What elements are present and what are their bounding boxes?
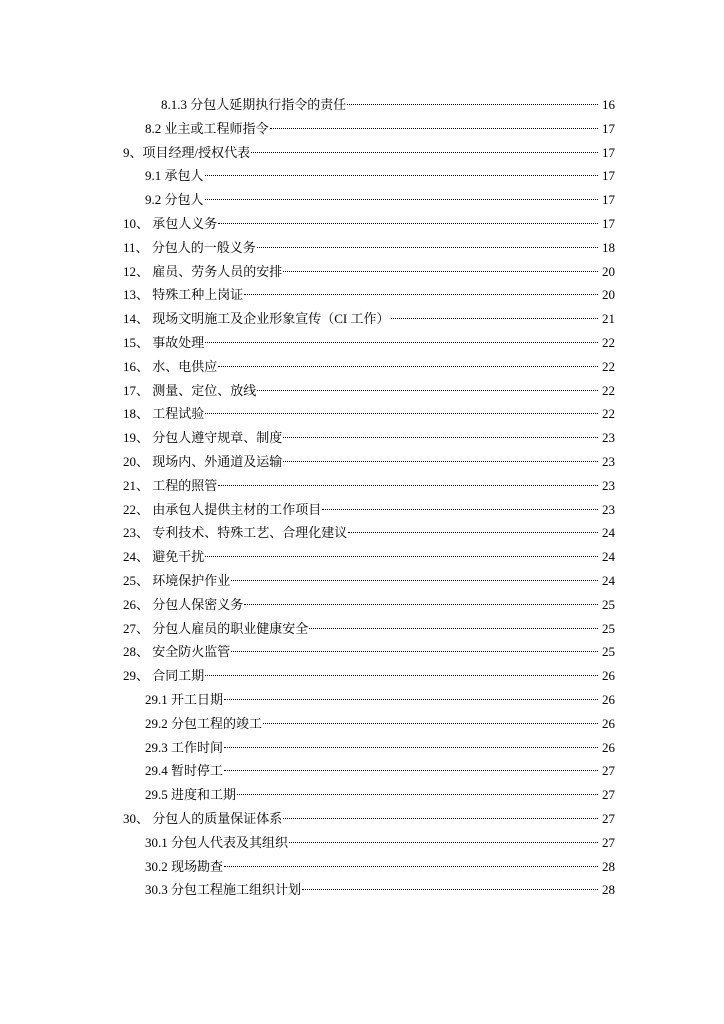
toc-entry-page: 27 [602, 763, 615, 779]
toc-entry[interactable] [123, 307, 615, 331]
toc-entry[interactable] [123, 521, 615, 545]
toc-entry-page: 22 [602, 406, 615, 422]
table-of-contents [0, 93, 724, 902]
toc-entry-page: 17 [602, 215, 615, 231]
toc-entry-title: 9、项目经理/授权代表 [123, 144, 251, 160]
toc-leader-dots [205, 342, 598, 343]
toc-entry-page: 25 [602, 620, 615, 636]
toc-entry[interactable] [123, 593, 615, 617]
toc-leader-dots [231, 651, 598, 652]
toc-entry[interactable] [161, 93, 615, 117]
toc-entry-title: 29.3 工作时间 [145, 739, 224, 755]
toc-leader-dots [251, 152, 598, 153]
toc-entry-title: 29.4 暂时停工 [145, 763, 224, 779]
toc-entry-title: 13、 特殊工种上岗证 [123, 287, 244, 303]
toc-entry[interactable] [145, 783, 615, 807]
toc-entry-page: 25 [602, 644, 615, 660]
toc-entry[interactable] [123, 640, 615, 664]
toc-leader-dots [257, 247, 598, 248]
toc-entry[interactable] [123, 260, 615, 284]
toc-leader-dots [205, 413, 598, 414]
toc-entry[interactable] [145, 188, 615, 212]
toc-leader-dots [224, 699, 598, 700]
toc-entry-page: 27 [602, 810, 615, 826]
toc-leader-dots [391, 318, 598, 319]
toc-entry-page: 27 [602, 834, 615, 850]
toc-leader-dots [283, 461, 598, 462]
toc-entry-page: 25 [602, 596, 615, 612]
toc-entry[interactable] [123, 426, 615, 450]
toc-entry[interactable] [123, 807, 615, 831]
toc-entry-page: 28 [602, 858, 615, 874]
toc-leader-dots [205, 675, 598, 676]
toc-entry-title: 23、 专利技术、特殊工艺、合理化建议 [123, 525, 348, 541]
toc-entry[interactable] [123, 450, 615, 474]
toc-entry-title: 12、 雇员、劳务人员的安排 [123, 263, 283, 279]
toc-entry[interactable] [123, 474, 615, 498]
toc-entry[interactable] [145, 164, 615, 188]
toc-entry[interactable] [123, 569, 615, 593]
toc-entry[interactable] [123, 283, 615, 307]
toc-leader-dots [309, 628, 598, 629]
toc-leader-dots [289, 842, 598, 843]
toc-entry-page: 23 [602, 453, 615, 469]
toc-leader-dots [205, 175, 598, 176]
toc-entry-page: 20 [602, 287, 615, 303]
toc-entry-title: 30.2 现场勘查 [145, 858, 224, 874]
toc-entry-page: 22 [602, 334, 615, 350]
toc-entry-title: 22、 由承包人提供主材的工作项目 [123, 501, 322, 517]
toc-entry-page: 17 [602, 168, 615, 184]
toc-leader-dots [263, 723, 598, 724]
toc-leader-dots [283, 818, 598, 819]
toc-entry-title: 9.2 分包人 [145, 192, 204, 208]
toc-entry[interactable] [145, 736, 615, 760]
toc-leader-dots [244, 294, 598, 295]
toc-leader-dots [244, 604, 598, 605]
toc-entry-page: 23 [602, 477, 615, 493]
toc-entry[interactable] [145, 117, 615, 141]
toc-entry-page: 28 [602, 882, 615, 898]
toc-leader-dots [348, 532, 598, 533]
toc-entry-page: 16 [602, 97, 615, 112]
toc-entry-title: 26、 分包人保密义务 [123, 596, 244, 612]
toc-leader-dots [218, 223, 598, 224]
toc-entry-title: 14、 现场文明施工及企业形象宣传（CI 工作） [123, 311, 390, 327]
toc-leader-dots [283, 437, 598, 438]
toc-leader-dots [218, 366, 598, 367]
toc-entry[interactable] [123, 545, 615, 569]
toc-entry-page: 17 [602, 192, 615, 208]
toc-entry-title: 29、 合同工期 [123, 668, 205, 684]
toc-leader-dots [224, 747, 598, 748]
toc-entry[interactable] [145, 712, 615, 736]
toc-entry[interactable] [145, 759, 615, 783]
toc-entry-page: 26 [602, 739, 615, 755]
toc-entry-title: 16、 水、电供应 [123, 358, 218, 374]
toc-leader-dots [218, 485, 598, 486]
toc-leader-dots [257, 390, 598, 391]
toc-entry-page: 23 [602, 501, 615, 517]
toc-entry-page: 21 [602, 311, 615, 327]
toc-entry[interactable] [123, 236, 615, 260]
toc-leader-dots [302, 889, 598, 890]
toc-entry-title: 17、 测量、定位、放线 [123, 382, 257, 398]
toc-entry-title: 19、 分包人遵守规章、制度 [123, 430, 283, 446]
toc-leader-dots [205, 199, 598, 200]
toc-entry-page: 24 [602, 572, 615, 588]
toc-entry-page: 27 [602, 787, 615, 803]
toc-leader-dots [237, 794, 598, 795]
toc-entry-page: 26 [602, 691, 615, 707]
toc-entry-title: 8.1.3 分包人延期执行指令的责任 [161, 97, 347, 112]
toc-entry[interactable] [145, 688, 615, 712]
toc-entry-page: 22 [602, 358, 615, 374]
toc-entry-title: 30.3 分包工程施工组织计划 [145, 882, 302, 898]
toc-entry[interactable] [145, 855, 615, 879]
toc-entry-title: 10、 承包人义务 [123, 215, 218, 231]
toc-leader-dots [231, 580, 598, 581]
toc-leader-dots [224, 770, 598, 771]
toc-entry[interactable] [123, 355, 615, 379]
toc-entry-page: 24 [602, 549, 615, 565]
toc-entry-page: 22 [602, 382, 615, 398]
toc-entry[interactable] [123, 379, 615, 403]
toc-entry-title: 30、 分包人的质量保证体系 [123, 810, 283, 826]
toc-leader-dots [283, 271, 598, 272]
toc-entry-title: 30.1 分包人代表及其组织 [145, 834, 289, 850]
toc-entry-title: 21、 工程的照管 [123, 477, 218, 493]
toc-entry-title: 24、 避免干扰 [123, 549, 205, 565]
toc-entry[interactable] [123, 402, 615, 426]
toc-entry-page: 26 [602, 668, 615, 684]
toc-entry-title: 15、 事故处理 [123, 334, 205, 350]
toc-entry-title: 9.1 承包人 [145, 168, 204, 184]
toc-entry-title: 29.5 进度和工期 [145, 787, 237, 803]
toc-entry-page: 20 [602, 263, 615, 279]
toc-leader-dots [205, 556, 598, 557]
toc-entry-title: 25、 环境保护作业 [123, 572, 231, 588]
toc-leader-dots [322, 509, 598, 510]
toc-entry-title: 28、 安全防火监管 [123, 644, 231, 660]
toc-leader-dots [347, 104, 598, 105]
toc-entry[interactable] [145, 831, 615, 855]
toc-entry[interactable] [145, 878, 615, 902]
toc-entry-page: 17 [602, 144, 615, 160]
toc-entry[interactable] [123, 141, 615, 165]
toc-entry[interactable] [123, 664, 615, 688]
toc-leader-dots [224, 866, 598, 867]
toc-entry[interactable] [123, 498, 615, 522]
toc-entry-page: 17 [602, 120, 615, 136]
toc-entry-title: 29.1 开工日期 [145, 691, 224, 707]
toc-entry-title: 18、 工程试验 [123, 406, 205, 422]
toc-entry-page: 23 [602, 430, 615, 446]
toc-entry-page: 24 [602, 525, 615, 541]
toc-entry[interactable] [123, 331, 615, 355]
toc-entry[interactable] [123, 212, 615, 236]
toc-leader-dots [270, 128, 598, 129]
toc-entry-title: 29.2 分包工程的竣工 [145, 715, 263, 731]
toc-entry-page: 18 [602, 239, 615, 255]
toc-entry-title: 20、 现场内、外通道及运输 [123, 453, 283, 469]
toc-entry-title: 11、 分包人的一般义务 [123, 239, 256, 255]
toc-entry-page: 26 [602, 715, 615, 731]
toc-entry[interactable] [123, 617, 615, 641]
toc-entry-title: 27、 分包人雇员的职业健康安全 [123, 620, 309, 636]
toc-entry-title: 8.2 业主或工程师指令 [145, 120, 269, 136]
